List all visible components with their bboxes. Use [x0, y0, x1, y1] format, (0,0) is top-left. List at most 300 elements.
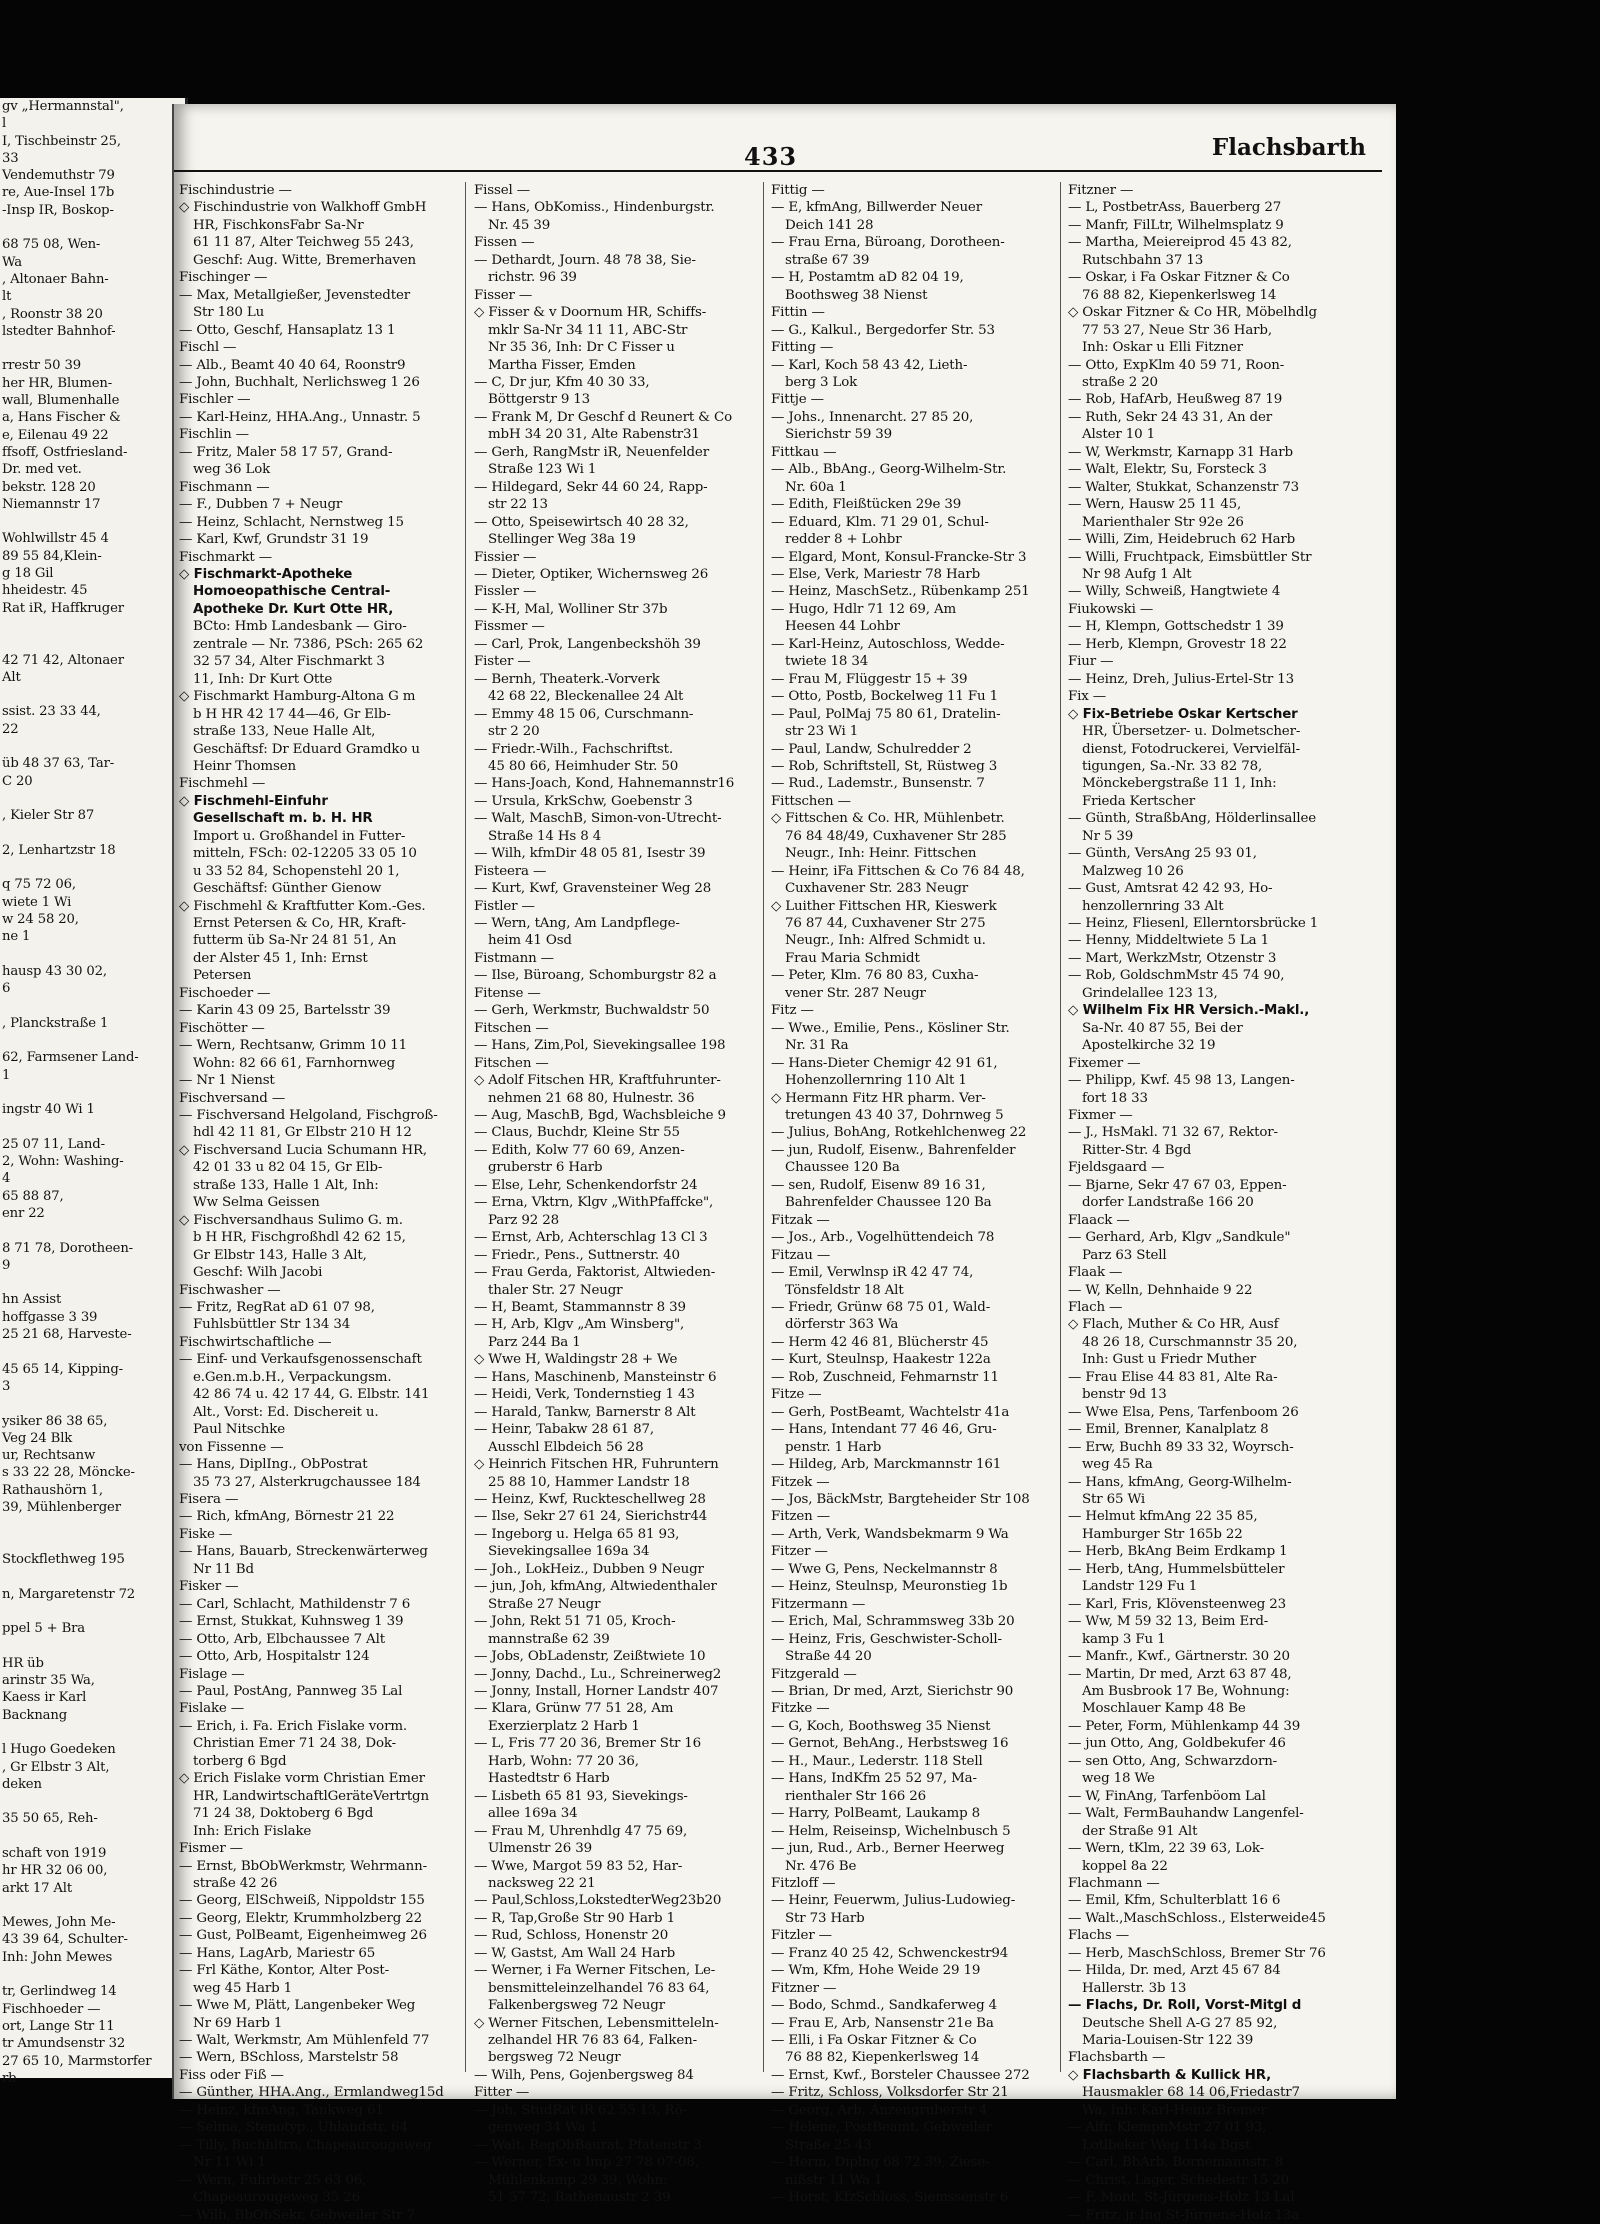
directory-entry-line: Hohenzollernring 110 Alt 1 [785, 1073, 967, 1089]
directory-entry-line: Fissel — [474, 183, 530, 198]
directory-entry-line: — John, Rekt 51 71 05, Kroch- [474, 1614, 676, 1630]
directory-entry-line: — Heinz, Fris, Geschwister-Scholl- [771, 1631, 1002, 1647]
left-page-line [0, 1534, 185, 1551]
left-page-line: her HR, Blumen- [2, 375, 113, 391]
directory-entry-line: — Peter, Form, Mühlenkamp 44 39 [1068, 1718, 1301, 1734]
directory-entry-line: tretungen 43 40 37, Dohrnweg 5 [785, 1108, 1004, 1124]
directory-entry-line: ◇ Fischmarkt-Apotheke [179, 566, 353, 582]
directory-entry-line: — Alb., BbAng., Georg-Wilhelm-Str. [771, 462, 1007, 478]
left-page-line [0, 617, 185, 634]
directory-entry-line: — Herb, BkAng Beim Erdkamp 1 [1068, 1544, 1288, 1560]
directory-entry-line: — Walt, FermBauhandw Langenfel- [1068, 1806, 1304, 1822]
directory-entry-line: — Walt.,MaschSchloss., Elsterweide45 [1068, 1910, 1326, 1926]
directory-entry-line: Inh: Erich Fislake [193, 1823, 312, 1839]
directory-entry-line: Flaak — [1068, 1265, 1123, 1281]
directory-entry-line: — Emil, Kfm, Schulterblatt 16 6 [1068, 1893, 1281, 1909]
directory-entry-line: — jun, Rudolf, Eisenw., Bahrenfelder [771, 1142, 1016, 1158]
directory-entry-line: — Paul, PolMaj 75 80 61, Dratelin- [771, 706, 1001, 722]
directory-entry-line: ◇ Flach, Muther & Co HR, Ausf [1068, 1317, 1279, 1333]
directory-entry-line: — Wern, Rechtsanw, Grimm 10 11 [179, 1038, 408, 1054]
directory-entry-line: Lotlbeker Weg 114a Bgst [1082, 2137, 1251, 2153]
directory-entry-line: Geschf: Wilh Jacobi [193, 1265, 323, 1281]
directory-entry-line: Deutsche Shell A-G 27 85 92, [1082, 2015, 1278, 2031]
page-number: 433 [744, 142, 798, 171]
directory-entry-line: — Carl, Prok, Langenbeckshöh 39 [474, 636, 701, 652]
directory-entry-line: — Bodo, Schmd., Sandkaferweg 4 [771, 1998, 997, 2014]
directory-entry-line: — Rob, Zuschneid, Fehmarnstr 11 [771, 1369, 999, 1385]
directory-entry-line: Nr 11 Wi 1 [193, 2155, 266, 2171]
left-page-line: 89 55 84,Klein- [2, 548, 102, 564]
left-page-line: , Roonstr 38 20 [2, 306, 103, 322]
directory-entry-line: — Manfr, FilLtr, Wilhelmsplatz 9 [1068, 217, 1284, 233]
directory-entry-line: tigungen, Sa.-Nr. 33 82 78, [1082, 758, 1263, 774]
directory-entry-line: Nr 5 39 [1082, 828, 1134, 844]
directory-entry-line: — Brian, Dr med, Arzt, Sierichstr 90 [771, 1683, 1014, 1699]
directory-entry-line: — Günth, StraßbAng, Hölderlinsallee [1068, 811, 1317, 827]
directory-entry-line: — Gerh, Werkmstr, Buchwaldstr 50 [474, 1003, 710, 1019]
directory-entry-line: — Fritz, RegRat aD 61 07 98, [179, 1300, 375, 1315]
directory-entry-line: — Karl, Fris, Klövensteenweg 23 [1068, 1596, 1286, 1612]
left-page-line: ffsoff, Ostfriesland- [2, 444, 128, 460]
directory-entry-line: — Wwe, Margot 59 83 52, Har- [474, 1858, 683, 1874]
directory-entry-line: allee 169a 34 [488, 1806, 578, 1822]
directory-entry-line: — Gerhard, Arb, Klgv „Sandkule" [1068, 1230, 1291, 1246]
directory-entry-line: — Lisbeth 65 81 93, Sievekings- [474, 1788, 688, 1804]
left-page-line [0, 1222, 185, 1239]
directory-entry-line: Ww Selma Geissen [193, 1195, 320, 1211]
directory-entry-line: twiete 18 34 [785, 654, 869, 670]
directory-entry-line: — W, Werkmstr, Karnapp 31 Harb [1068, 444, 1293, 460]
directory-entry-line: — Otto, Speisewirtsch 40 28 32, [474, 514, 689, 530]
directory-entry-line: Falkenbergsweg 72 Neugr [488, 1998, 665, 2014]
directory-entry-line: — Wern, tAng, Am Landpflege- [474, 916, 680, 932]
left-page-line [0, 1637, 185, 1654]
directory-entry-line: HR, Übersetzer- u. Dolmetscher- [1082, 724, 1301, 740]
directory-entry-line: — Karl-Heinz, Autoschloss, Wedde- [771, 636, 1005, 652]
left-page-line: a, Hans Fischer & [2, 410, 121, 426]
directory-entry-line: Fischwasher — [179, 1282, 281, 1298]
left-page-line: w 24 58 20, [2, 911, 79, 927]
directory-entry-line: Geschf: Aug. Witte, Bremerhaven [193, 252, 416, 268]
directory-entry-line: — J., HsMakl. 71 32 67, Rektor- [1068, 1125, 1278, 1141]
directory-entry-line: — Rob, Schriftstell, St, Rüstweg 3 [771, 758, 998, 774]
directory-entry-line: Fischwirtschaftliche — [179, 1334, 332, 1350]
column-4 [1068, 182, 1373, 2223]
left-page-line: ne 1 [2, 929, 31, 945]
directory-entry-line: — Wern, BSchloss, Marstelstr 58 [179, 2050, 399, 2066]
directory-entry-line: 42 68 22, Bleckenallee 24 Alt [488, 689, 684, 705]
directory-entry-line: der Straße 91 Alt [1082, 1823, 1198, 1839]
directory-entry-line: ◇ Wilhelm Fix HR Versich.-Makl., [1068, 1003, 1310, 1019]
directory-entry-line: vener Str. 287 Neugr [785, 985, 926, 1001]
directory-entry-line: Böttgerstr 9 13 [488, 392, 591, 408]
directory-entry-line: — Rob, HafArb, Heußweg 87 19 [1068, 392, 1283, 408]
directory-entry-line: — Emil, Brenner, Kanalplatz 8 [1068, 1422, 1269, 1438]
directory-entry-line: Homoeopathische Central- [193, 584, 391, 600]
directory-entry-line: Exerzierplatz 2 Harb 1 [488, 1718, 640, 1734]
directory-entry-line: Fitzler — [771, 1928, 832, 1944]
directory-entry-line: — sen, Rudolf, Eisenw 89 16 31, [771, 1177, 986, 1193]
directory-entry-line: — Claus, Buchdr, Kleine Str 55 [474, 1125, 680, 1141]
directory-entry-line: — Gust, Amtsrat 42 42 93, Ho- [1068, 881, 1273, 897]
directory-entry-line: Fister — [474, 654, 531, 670]
directory-entry-line: Alt., Vorst: Ed. Dischereit u. [193, 1404, 379, 1420]
directory-entry-line: — Frau E, Arb, Nansenstr 21e Ba [771, 2015, 994, 2031]
left-page-line: lt [2, 289, 12, 305]
directory-entry-line: — H, Klempn, Gottschedstr 1 39 [1068, 619, 1284, 635]
left-page-line: 33 [2, 150, 19, 166]
directory-entry-line: — Alfr, KlempnMstr 27 01 93, [1068, 2120, 1267, 2136]
left-page-line: Kaess ir Karl [2, 1690, 87, 1706]
left-page-line [0, 1343, 185, 1360]
directory-entry-line: — Einf- und Verkaufsgenossenschaft [179, 1352, 422, 1368]
directory-entry-line: ◇ Hermann Fitz HR pharm. Ver- [771, 1090, 986, 1106]
left-page-line: hr HR 32 06 00, [2, 1863, 108, 1879]
directory-entry-line: Fislake — [179, 1701, 245, 1717]
left-page-line: Inh: John Mewes [2, 1949, 113, 1965]
directory-entry-line: Fissen — [474, 235, 535, 251]
directory-entry-line: — Henny, Middeltwiete 5 La 1 [1068, 933, 1269, 949]
left-page-line: Backnang [2, 1707, 68, 1723]
directory-entry-line: — Werner, Ex- u Imp 27 78 07-08, [474, 2155, 699, 2171]
left-page-line [0, 790, 185, 807]
directory-entry-line: Frau Maria Schmidt [785, 950, 920, 966]
directory-entry-line: ◇ Fischindustrie von Walkhoff GmbH [179, 200, 427, 216]
directory-entry-line: Chaussee 120 Ba [785, 1160, 900, 1176]
directory-entry-line: Fischötter — [179, 1020, 265, 1036]
directory-entry-line: dorfer Landstraße 166 20 [1082, 1195, 1254, 1211]
directory-entry-line: — Günth, VersAng 25 93 01, [1068, 846, 1257, 862]
directory-entry-line: rienthaler Str 166 26 [785, 1788, 927, 1804]
directory-entry-line: — jun Otto, Ang, Goldbekufer 46 [1068, 1736, 1286, 1752]
directory-entry-line: Christian Emer 71 24 38, Dok- [193, 1736, 397, 1752]
directory-entry-line: Geschäftsf: Dr Eduard Gramdko u [193, 741, 420, 757]
left-page-line: Alt [2, 669, 21, 685]
directory-entry-line: — Karl-Heinz, HHA.Ang., Unnastr. 5 [179, 409, 421, 425]
left-page-line [0, 946, 185, 963]
column-divider [465, 182, 466, 2072]
directory-entry-line: — Harry, PolBeamt, Laukamp 8 [771, 1806, 981, 1822]
left-page-line: Niemannstr 17 [2, 496, 101, 512]
left-page-line: 25 21 68, Harveste- [2, 1327, 132, 1343]
directory-entry-line: Straße 14 Hs 8 4 [488, 828, 602, 844]
directory-entry-line: Chapeaurougeweg 35 26 [193, 2190, 360, 2206]
left-page-line: Fischhoeder — [2, 2001, 101, 2017]
directory-entry-line: — Willy, Schweiß, Hangtwiete 4 [1068, 584, 1281, 600]
directory-entry-line: Martha Fisser, Emden [488, 357, 636, 373]
left-page-line: g 18 Gil [2, 566, 54, 582]
directory-entry-line: Fitzermann — [771, 1596, 866, 1612]
directory-entry-line: nißstr 11 Wa 1 [785, 2172, 883, 2188]
left-page-line [0, 997, 185, 1014]
directory-entry-line: Boothsweg 38 Nienst [785, 287, 928, 303]
left-page-line [0, 1084, 185, 1101]
left-page-line [0, 1724, 185, 1741]
directory-entry-line: Straße 27 Neugr [488, 1596, 601, 1612]
directory-entry-line: Bahrenfelder Chaussee 120 Ba [785, 1195, 992, 1211]
directory-entry-line: Hausmakler 68 14 06,Friedastr7 [1082, 2085, 1300, 2101]
directory-entry-line: Nr 11 Bd [193, 1561, 254, 1577]
left-page-line: üb 48 37 63, Tar- [2, 756, 115, 772]
left-page-line [0, 1516, 185, 1533]
left-page-line: ssist. 23 33 44, [2, 704, 101, 720]
directory-entry-line: Fitzgerald — [771, 1666, 857, 1682]
directory-entry-line: ◇ Flachsbarth & Kullick HR, [1068, 2067, 1272, 2083]
directory-entry-line: Fissmer — [474, 619, 545, 635]
left-page-line [0, 1603, 185, 1620]
directory-entry-line: Flachsbarth — [1068, 2050, 1166, 2066]
directory-entry-line: — Walt, MaschB, Simon-von-Utrecht- [474, 811, 722, 827]
left-page-line: , Planckstraße 1 [2, 1015, 109, 1031]
running-head: Flachsbarth [1211, 134, 1366, 161]
directory-entry-line: — Harald, Tankw, Barnerstr 8 Alt [474, 1404, 696, 1420]
directory-entry-line: — Hans, DiplIng., ObPostrat [179, 1457, 368, 1473]
directory-entry-line: 48 26 18, Curschmannstr 35 20, [1082, 1334, 1298, 1350]
column-2 [474, 182, 746, 2206]
directory-entry-line: — Hans-Joach, Kond, Hahnemannstr16 [474, 776, 735, 792]
directory-entry-line: — Erich, Mal, Schrammsweg 33b 20 [771, 1614, 1015, 1630]
directory-entry-line: Apostelkirche 32 19 [1082, 1038, 1216, 1054]
directory-entry-line: Fismer — [179, 1841, 243, 1857]
directory-entry-line: Fissier — [474, 549, 537, 565]
directory-entry-line: — Heinz, kfmAng, Tankweg 61 [179, 2102, 384, 2118]
directory-entry-line: benstr 9d 13 [1082, 1387, 1167, 1403]
directory-entry-line: — Wern, tKlm, 22 39 63, Lok- [1068, 1841, 1264, 1857]
directory-entry-line: Str 180 Lu [193, 305, 265, 321]
directory-entry-line: — Herm 42 46 81, Blücherstr 45 [771, 1334, 989, 1350]
left-page-line: gv „Hermannstal", [2, 99, 124, 114]
directory-entry-line: Fistler — [474, 898, 535, 914]
directory-entry-line: Fitschen — [474, 1020, 549, 1036]
directory-entry-line: Fitzak — [771, 1212, 830, 1228]
directory-entry-line: 45 80 66, Heimhuder Str. 50 [488, 758, 679, 774]
left-page-line: tr Amundsenstr 32 [2, 2036, 126, 2052]
directory-entry-line: Fiske — [179, 1526, 233, 1542]
left-page-line: Mewes, John Me- [2, 1915, 116, 1931]
directory-entry-line: Straße 123 Wi 1 [488, 462, 597, 478]
left-page-line: ort, Lange Str 11 [2, 2018, 115, 2034]
directory-entry-line: — Ilse, Sekr 27 61 24, Sierichstr44 [474, 1509, 708, 1525]
directory-entry-line: — Hildegard, Sekr 44 60 24, Rapp- [474, 479, 708, 495]
left-page-line: tr, Gerlindweg 14 [2, 1984, 117, 2000]
directory-entry-line: Ulmenstr 26 39 [488, 1841, 592, 1857]
directory-entry-line: — Philipp, Kwf. 45 98 13, Langen- [1068, 1073, 1295, 1089]
directory-entry-line: torberg 6 Bgd [193, 1753, 287, 1769]
directory-entry-line: — Willi, Zim, Heidebruch 62 Harb [1068, 532, 1296, 548]
directory-entry-line: — Heinz, Dreh, Julius-Ertel-Str 13 [1068, 671, 1294, 687]
directory-entry-line: — Kurt, Kwf, Gravensteiner Weg 28 [474, 881, 712, 897]
directory-entry-line: Ernst Petersen & Co, HR, Kraft- [193, 916, 406, 932]
directory-entry-line: Flachmann — [1068, 1875, 1160, 1891]
directory-entry-line: — Klara, Grünw 77 51 28, Am [474, 1701, 674, 1717]
directory-entry-line: Fischlin — [179, 427, 249, 443]
directory-entry-line: Fitzer — [771, 1544, 828, 1560]
directory-entry-line: — Emmy 48 15 06, Curschmann- [474, 706, 694, 722]
directory-entry-line: ◇ Fischversand Lucia Schumann HR, [179, 1142, 428, 1158]
directory-entry-line: Fisker — [179, 1579, 239, 1595]
directory-entry-line: richstr. 96 39 [488, 270, 577, 286]
directory-entry-line: — Wwe Elsa, Pens, Tarfenboom 26 [1068, 1404, 1299, 1420]
left-page-line: 2, Wohn: Washing- [2, 1154, 124, 1170]
directory-entry-line: Fitzen — [771, 1509, 831, 1525]
directory-entry-line: Maria-Louisen-Str 122 39 [1082, 2033, 1254, 2049]
directory-entry-line: — H, Postamtm aD 82 04 19, [771, 270, 964, 286]
directory-entry-line: — Dethardt, Journ. 48 78 38, Sie- [474, 252, 696, 268]
directory-entry-line: — Frau Erna, Büroang, Dorotheen- [771, 235, 1005, 251]
directory-entry-line: ◇ Adolf Fitschen HR, Kraftfuhrunter- [474, 1073, 721, 1089]
directory-entry-line: — Rud., Lademstr., Bunsenstr. 7 [771, 776, 985, 792]
directory-entry-line: Flachs — [1068, 1928, 1129, 1944]
directory-entry-line: Fitzke — [771, 1701, 830, 1717]
directory-entry-line: — Horst, KfzSchloss, Siemssenstr 6 [771, 2190, 1009, 2206]
directory-entry-line: Fischmehl — [179, 776, 266, 792]
directory-entry-line: — L, PostbetrAss, Bauerberg 27 [1068, 200, 1282, 216]
directory-entry-line: 42 01 33 u 82 04 15, Gr Elb- [193, 1160, 383, 1176]
directory-entry-line: — sen Otto, Ang, Schwarzdorn- [1068, 1753, 1278, 1769]
directory-entry-line: Apotheke Dr. Kurt Otte HR, [193, 601, 394, 617]
directory-entry-line: — Ingeborg u. Helga 65 81 93, [474, 1526, 680, 1542]
directory-entry-line: — Fischversand Helgoland, Fischgroß- [179, 1108, 438, 1124]
directory-entry-line: berg 3 Lok [785, 374, 858, 390]
directory-entry-line: Fuhlsbüttler Str 134 34 [193, 1317, 351, 1333]
directory-entry-line: — Joh., LokHeiz., Dubben 9 Neugr [474, 1561, 704, 1577]
left-page-line: 3 [2, 1378, 11, 1394]
left-page-line: e, Eilenau 49 22 [2, 427, 109, 443]
left-page-line: 62, Farmsener Land- [2, 1050, 139, 1066]
directory-entry-line: — Herb, tAng, Hummelsbütteler [1068, 1561, 1285, 1577]
directory-entry-line: — Hans, LagArb, Mariestr 65 [179, 1945, 376, 1961]
directory-entry-line: Fisser — [474, 287, 533, 303]
directory-entry-line: 77 53 27, Neue Str 36 Harb, [1082, 322, 1272, 338]
directory-entry-line: 25 88 10, Hammer Landstr 18 [488, 1474, 690, 1490]
directory-entry-line: — Erw, Buchh 89 33 32, Woyrsch- [1068, 1439, 1294, 1455]
directory-entry-line: — Walt, RegObBaurat, Pfatenstr 3 [474, 2137, 702, 2153]
directory-entry-line: Parz 63 Stell [1082, 1247, 1167, 1263]
directory-entry-line: — Arth, Verk, Wandsbekmarm 9 Wa [771, 1526, 1009, 1542]
directory-entry-line: — Ernst, Stukkat, Kuhnsweg 1 39 [179, 1614, 404, 1630]
directory-entry-line: — Johs., Innenarcht. 27 85 20, [771, 409, 974, 425]
directory-entry-line: — F., Dubben 7 + Neugr [179, 497, 343, 513]
directory-entry-line: Nr. 60a 1 [785, 479, 847, 495]
directory-entry-line: — Otto, Postb, Bockelweg 11 Fu 1 [771, 689, 998, 705]
left-page-line: Vendemuthstr 79 [2, 168, 115, 184]
directory-entry-line: — Elgard, Mont, Konsul-Francke-Str 3 [771, 549, 1027, 565]
directory-entry-line: — Walter, Stukkat, Schanzenstr 73 [1068, 479, 1300, 495]
directory-entry-line: Wohn: 82 66 61, Farnhornweg [193, 1055, 396, 1071]
left-page-line [0, 1032, 185, 1049]
directory-entry-line: 11, Inh: Dr Kurt Otte [193, 671, 333, 687]
left-page-line: hausp 43 30 02, [2, 963, 107, 979]
directory-entry-line: — Oskar, i Fa Oskar Fitzner & Co [1068, 270, 1290, 286]
directory-entry-line: — Karl, Koch 58 43 42, Lieth- [771, 357, 968, 373]
left-page-line: 22 [2, 721, 19, 737]
directory-entry-line: — Mart, WerkzMstr, Otzenstr 3 [1068, 950, 1277, 966]
directory-entry-line: Nr 98 Aufg 1 Alt [1082, 566, 1192, 582]
directory-entry-line: — Edith, Fleißtücken 29e 39 [771, 497, 962, 513]
directory-entry-line: — Hans, Zim,Pol, Sievekingsallee 198 [474, 1038, 726, 1054]
directory-entry-line: — Fritz, Schloss, Volksdorfer Str 21 [771, 2085, 1009, 2101]
directory-entry-line: — Walt, Elektr, Su, Forsteck 3 [1068, 462, 1267, 478]
directory-entry-line: — Heinz, Schlacht, Nernstweg 15 [179, 514, 404, 530]
directory-entry-line: Parz 92 28 [488, 1212, 559, 1228]
directory-entry-line: — Georg, Arb, Anzengruberstr 4 [771, 2102, 988, 2118]
directory-entry-line: — Flachs, Dr. Roll, Vorst-Mitgl d [1068, 1998, 1302, 2014]
directory-entry-line: — Selma, Stenotyp., Uhlandstr. 64 [179, 2120, 408, 2136]
directory-entry-line: — Erich, i. Fa. Erich Fislake vorm. [179, 1718, 407, 1734]
directory-entry-line: Inh: Oskar u Elli Fitzner [1082, 340, 1243, 356]
directory-entry-line: straße 42 26 [193, 1875, 278, 1891]
left-page-line: 2, Lenhartzstr 18 [2, 842, 116, 858]
directory-entry-line: — Helm, Reiseinsp, Wichelnbusch 5 [771, 1823, 1011, 1839]
directory-entry-line: Fisteera — [474, 863, 547, 879]
left-page-line: I, Tischbeinstr 25, [2, 133, 121, 149]
directory-entry-line: Fitter — [474, 2085, 530, 2101]
directory-entry-line: — Frl Käthe, Kontor, Alter Post- [179, 1963, 389, 1979]
left-page-line: 9 [2, 1257, 11, 1273]
directory-entry-line: bensmitteleinzelhandel 76 83 64, [488, 1980, 710, 1996]
directory-entry-line: — Joh, StudRat iR 62 55 13, Rö- [474, 2102, 687, 2118]
directory-entry-line: Stellinger Weg 38a 19 [488, 532, 636, 548]
directory-entry-line: — Frank M, Dr Geschf d Reunert & Co [474, 409, 733, 425]
directory-entry-line: — H, Arb, Klgv „Am Winsberg", [474, 1317, 685, 1333]
left-page-line: s 33 22 28, Mönckе- [2, 1465, 135, 1481]
left-page-line: q 75 72 06, [2, 877, 76, 893]
directory-entry-line: — W, Kelln, Dehnhaide 9 22 [1068, 1282, 1253, 1298]
directory-entry-line: — Fritz, Maler 58 17 57, Grand- [179, 444, 393, 460]
directory-entry-line: straße 133, Halle 1 Alt, Inh: [193, 1177, 379, 1193]
directory-page [172, 104, 1396, 2223]
directory-entry-line: — Martin, Dr med, Arzt 63 87 48, [1068, 1666, 1292, 1682]
directory-entry-line: — Ernst, Arb, Achterschlag 13 Cl 3 [474, 1230, 708, 1246]
directory-entry-line: Alster 10 1 [1082, 427, 1155, 443]
directory-entry-line: der Alster 45 1, Inh: Ernst [193, 950, 368, 966]
directory-entry-line: — Peter, Klm. 76 80 83, Cuxha- [771, 968, 979, 984]
directory-entry-line: Neugr., Inh: Heinr. Fittschen [785, 846, 977, 862]
directory-entry-line: — Kurt, Steulnsp, Haakestr 122a [771, 1352, 991, 1368]
left-page-line: 8 71 78, Dorotheen- [2, 1240, 133, 1256]
directory-entry-line: Fischler — [179, 392, 251, 408]
directory-entry-line: ◇ Fischversandhaus Sulimo G. m. [179, 1212, 403, 1228]
directory-entry-line: — Martha, Meiereiprod 45 43 82, [1068, 235, 1292, 251]
directory-entry-line: — Jobs, ObLadenstr, Zeißtwiete 10 [474, 1649, 706, 1665]
directory-entry-line: — Aug, MaschB, Bgd, Wachsbleiche 9 [474, 1108, 726, 1124]
directory-entry-line: mklr Sa-Nr 34 11 11, ABC-Str [488, 322, 688, 338]
directory-entry-line: futterm üb Sa-Nr 24 81 51, An [193, 933, 397, 949]
directory-entry-line: Hamburger Str 165b 22 [1082, 1526, 1243, 1542]
directory-entry-line: ◇ Wwe H, Waldingstr 28 + We [474, 1352, 678, 1368]
directory-entry-line: Fix — [1068, 689, 1107, 705]
directory-entry-line: ◇ Fisser & v Doornum HR, Schiffs- [474, 305, 707, 321]
directory-entry-line: Fiukowski — [1068, 601, 1154, 617]
left-page-line: bekstr. 128 20 [2, 479, 96, 495]
directory-entry-line: henzollernring 33 Alt [1082, 898, 1224, 914]
directory-entry-line: — R, Tap,Große Str 90 Harb 1 [474, 1910, 675, 1926]
directory-entry-line: straße 133, Neue Halle Alt, [193, 724, 376, 740]
directory-entry-line: — Emil, Verwlnsp iR 42 47 74, [771, 1265, 974, 1281]
directory-entry-line: genweg 34 Wa 1 [488, 2120, 598, 2136]
left-page-line [0, 1568, 185, 1585]
directory-entry-line: — Georg, ElSchweiß, Nippoldstr 155 [179, 1893, 425, 1909]
directory-entry-line: Fixemer — [1068, 1055, 1141, 1071]
directory-entry-line: — H., Maur., Lederstr. 118 Stell [771, 1753, 983, 1769]
directory-entry-line: — G, Koch, Boothsweg 35 Nienst [771, 1718, 991, 1734]
directory-entry-line: thaler Str. 27 Neugr [488, 1282, 623, 1298]
directory-entry-line: Neugr., Inh: Alfred Schmidt u. [785, 933, 986, 949]
directory-entry-line: — Edith, Kolw 77 60 69, Anzen- [474, 1142, 685, 1158]
column-divider [1060, 182, 1061, 2072]
directory-entry-line: Fischmarkt — [179, 549, 272, 565]
directory-entry-line: Straße 25 43 [785, 2137, 872, 2153]
